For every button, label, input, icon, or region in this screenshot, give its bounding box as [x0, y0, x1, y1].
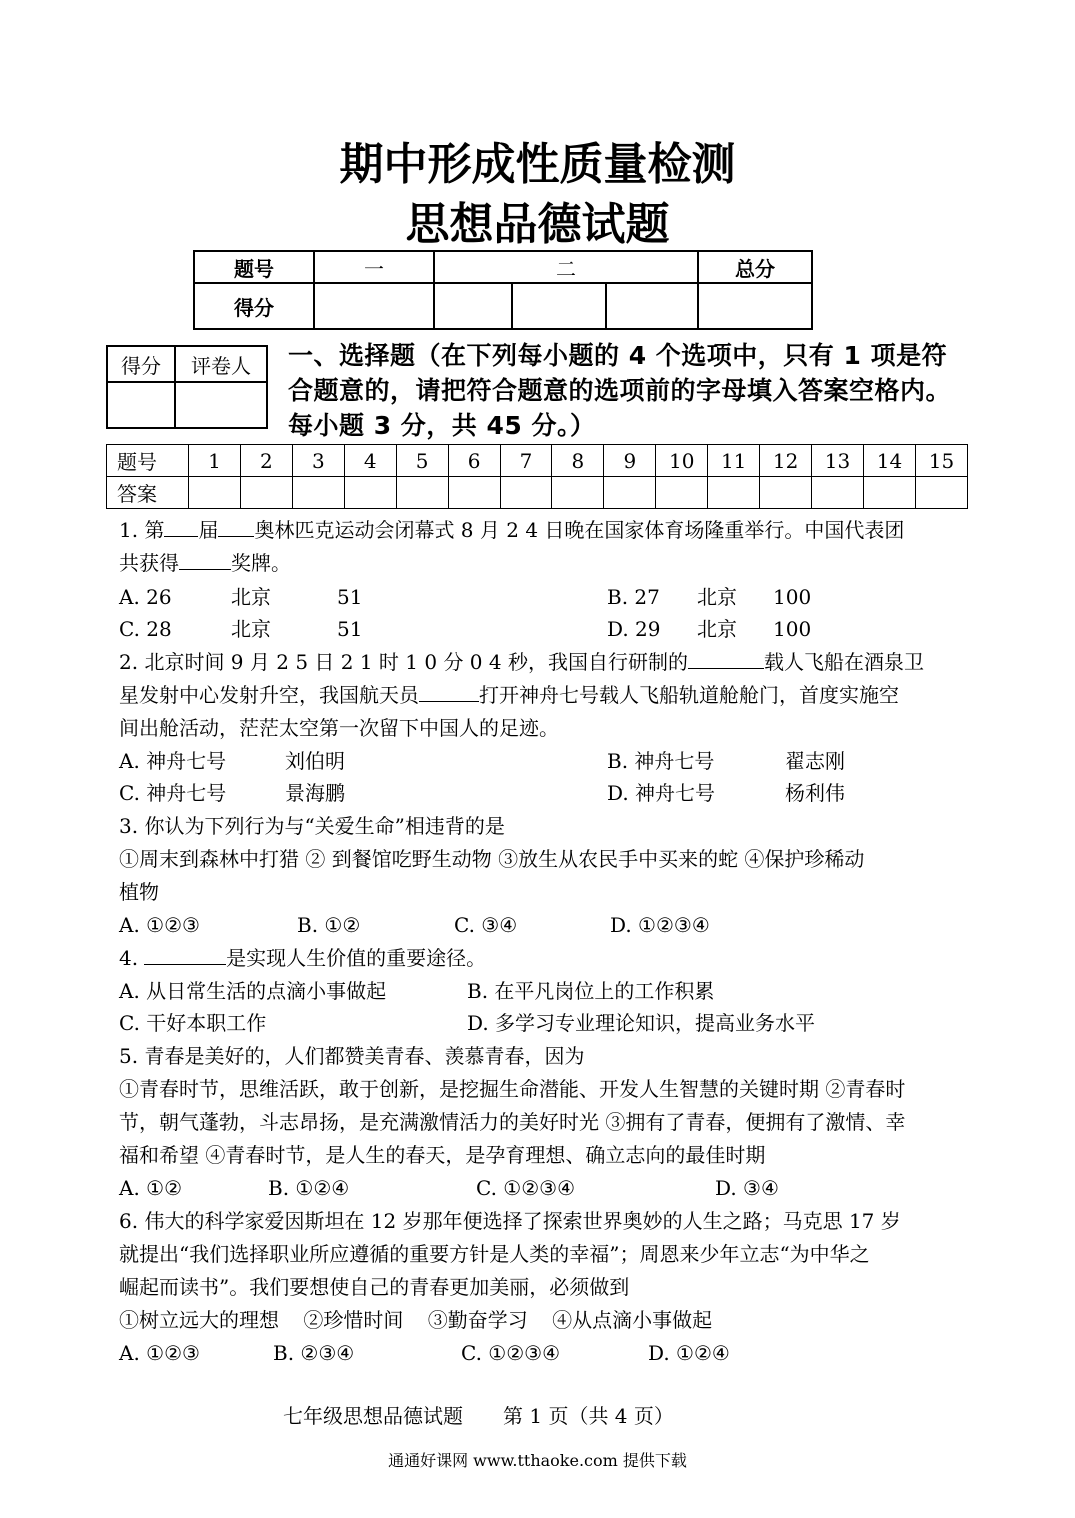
answer-number-cell: 7: [500, 445, 552, 477]
question-5-items-line-2: 节，朝气蓬勃，斗志昂扬，是充满激情活力的美好时光 ③拥有了青春，便拥有了激情、幸: [119, 1110, 906, 1134]
answer-number-cell: 1: [189, 445, 241, 477]
score-cell[interactable]: [512, 283, 606, 329]
answer-number-cell: 4: [344, 445, 396, 477]
source-credit: 通通好课网 www.tthaoke.com 提供下载: [388, 1451, 687, 1470]
q3-option-a[interactable]: A. ①②③: [119, 913, 200, 937]
header-section-2: 二: [434, 251, 698, 283]
answer-input-cell[interactable]: [812, 477, 864, 509]
answer-row-number-label: 题号: [107, 445, 189, 477]
answer-input-cell[interactable]: [656, 477, 708, 509]
q6-option-a[interactable]: A. ①②③: [119, 1341, 200, 1365]
answer-input-cell[interactable]: [760, 477, 812, 509]
question-1-line-1: 1. 第 届 奥林匹克运动会闭幕式 8 月 2 4 日晚在国家体育场隆重举行。中国代表团: [119, 514, 969, 547]
question-6-items: ①树立远大的理想 ②珍惜时间 ③勤奋学习 ④从点滴小事做起: [119, 1308, 713, 1332]
question-2-line-3: 间出舱活动，茫茫太空第一次留下中国人的足迹。: [119, 716, 559, 740]
section-1-heading: 一、选择题（在下列每小题的 4 个选项中，只有 1 项是符合题意的，请把符合题意的选项前的字母填入答案空格内。每小题 3 分，共 45 分。）: [288, 341, 952, 440]
answer-input-cell[interactable]: [604, 477, 656, 509]
q6-option-d[interactable]: D. ①②④: [648, 1341, 730, 1365]
answer-number-cell: 14: [863, 445, 915, 477]
q2-option-a[interactable]: A. 神舟七号 刘伯明: [119, 749, 345, 773]
answer-input-cell[interactable]: [708, 477, 760, 509]
exam-title: 期中形成性质量检测: [339, 139, 736, 190]
score-cell[interactable]: [314, 283, 434, 329]
grader-name-cell[interactable]: [175, 382, 267, 428]
question-6-stem-line-3: 崛起而读书”。我们要想使自己的青春更加美丽，必须做到: [119, 1275, 630, 1299]
score-summary-table: [193, 250, 813, 330]
answer-number-cell: 3: [292, 445, 344, 477]
answer-number-cell: 2: [240, 445, 292, 477]
answer-input-cell[interactable]: [189, 477, 241, 509]
page-footer: 七年级思想品德试题 第 1 页（共 4 页）: [283, 1404, 674, 1428]
q2-option-d[interactable]: D. 神舟七号 杨利伟: [607, 781, 845, 805]
answer-input-cell[interactable]: [292, 477, 344, 509]
grader-table: [106, 345, 268, 429]
score-cell[interactable]: [698, 283, 812, 329]
answer-input-cell[interactable]: [552, 477, 604, 509]
blank[interactable]: [144, 942, 226, 965]
question-1-line-2: 共获得 奖牌。: [119, 547, 969, 580]
question-5-items-line-1: ①青春时节，思维活跃，敢于创新，是挖掘生命潜能、开发人生智慧的关键时期 ②青春时: [119, 1077, 906, 1101]
answer-input-cell[interactable]: [240, 477, 292, 509]
answer-input-cell[interactable]: [396, 477, 448, 509]
blank[interactable]: [179, 547, 231, 570]
grader-score-cell[interactable]: [107, 382, 175, 428]
blank[interactable]: [688, 646, 764, 669]
blank[interactable]: [164, 514, 198, 537]
header-section-1: 一: [314, 251, 434, 283]
answer-input-cell[interactable]: [863, 477, 915, 509]
q2-option-b[interactable]: B. 神舟七号 翟志刚: [607, 749, 845, 773]
q1-option-d[interactable]: D. 29 北京 100: [607, 617, 812, 641]
question-5-stem: 5. 青春是美好的，人们都赞美青春、羡慕青春，因为: [119, 1044, 585, 1068]
question-2-line-2: 星发射中心发射升空，我国航天员 打开神舟七号载人飞船轨道舱舱门，首度实施空: [119, 679, 969, 712]
answer-number-cell: 10: [656, 445, 708, 477]
q1-option-a[interactable]: A. 26 北京 51: [119, 585, 363, 609]
question-5-items-line-3: 福和希望 ④青春时节，是人生的春天，是孕育理想、确立志向的最佳时期: [119, 1143, 766, 1167]
q3-option-b[interactable]: B. ①②: [297, 913, 361, 937]
question-6-stem-line-2: 就提出“我们选择职业所应遵循的重要方针是人类的幸福”；周恩来少年立志“为中华之: [119, 1242, 870, 1266]
grader-name-label: 评卷人: [175, 346, 267, 382]
blank[interactable]: [218, 514, 254, 537]
q4-option-d[interactable]: D. 多学习专业理论知识，提高业务水平: [467, 1011, 816, 1035]
blank[interactable]: [419, 679, 479, 702]
q6-option-b[interactable]: B. ②③④: [273, 1341, 355, 1365]
score-cell[interactable]: [434, 283, 512, 329]
header-total: 总分: [698, 251, 812, 283]
question-3-items-line-1: ①周末到森林中打猎 ② 到餐馆吃野生动物 ③放生从农民手中买来的蛇 ④保护珍稀动: [119, 847, 865, 871]
question-2-line-1: 2. 北京时间 9 月 2 5 日 2 1 时 1 0 分 0 4 秒，我国自行研制的 载人飞船在酒泉卫: [119, 646, 969, 679]
answer-number-cell: 9: [604, 445, 656, 477]
answer-input-cell[interactable]: [500, 477, 552, 509]
answer-table: [106, 444, 968, 509]
row-score-label: 得分: [194, 283, 314, 329]
q5-option-c[interactable]: C. ①②③④: [476, 1176, 576, 1200]
answer-number-cell: 15: [915, 445, 967, 477]
question-3-items-line-2: 植物: [119, 880, 159, 904]
answer-input-cell[interactable]: [448, 477, 500, 509]
q4-option-b[interactable]: B. 在平凡岗位上的工作积累: [467, 979, 715, 1003]
answer-input-cell[interactable]: [915, 477, 967, 509]
q5-option-d[interactable]: D. ③④: [715, 1176, 779, 1200]
answer-input-cell[interactable]: [344, 477, 396, 509]
grader-score-label: 得分: [107, 346, 175, 382]
question-6-stem-line-1: 6. 伟大的科学家爱因斯坦在 12 岁那年便选择了探索世界奥妙的人生之路；马克思 17 岁: [119, 1209, 901, 1233]
q3-option-d[interactable]: D. ①②③④: [610, 913, 710, 937]
q3-option-c[interactable]: C. ③④: [454, 913, 518, 937]
q4-option-c[interactable]: C. 干好本职工作: [119, 1011, 267, 1035]
answer-number-cell: 13: [812, 445, 864, 477]
q5-option-b[interactable]: B. ①②④: [268, 1176, 350, 1200]
answer-number-cell: 11: [708, 445, 760, 477]
question-3-stem: 3. 你认为下列行为与“关爱生命”相违背的是: [119, 814, 505, 838]
score-cell[interactable]: [606, 283, 698, 329]
q1-option-c[interactable]: C. 28 北京 51: [119, 617, 363, 641]
q6-option-c[interactable]: C. ①②③④: [461, 1341, 561, 1365]
q2-option-c[interactable]: C. 神舟七号 景海鹏: [119, 781, 345, 805]
answer-row-answer-label: 答案: [107, 477, 189, 509]
q1-option-b[interactable]: B. 27 北京 100: [607, 585, 812, 609]
answer-number-cell: 5: [396, 445, 448, 477]
header-question-number: 题号: [194, 251, 314, 283]
exam-subtitle: 思想品德试题: [405, 199, 670, 250]
q4-option-a[interactable]: A. 从日常生活的点滴小事做起: [119, 979, 387, 1003]
q5-option-a[interactable]: A. ①②: [119, 1176, 183, 1200]
question-4-stem: 4. 是实现人生价值的重要途径。: [119, 942, 969, 975]
answer-number-cell: 8: [552, 445, 604, 477]
answer-number-cell: 6: [448, 445, 500, 477]
answer-number-cell: 12: [760, 445, 812, 477]
